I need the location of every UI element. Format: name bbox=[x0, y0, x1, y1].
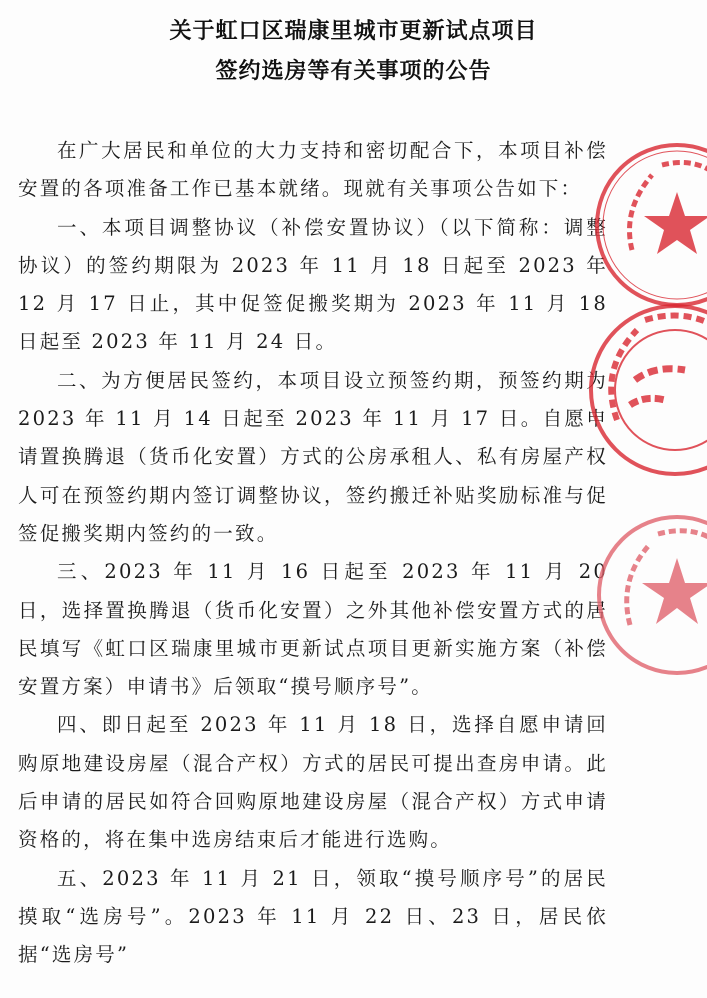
official-seal-3 bbox=[592, 510, 707, 680]
paragraph-5: 五、2023 年 11 月 21 日，领取“摸号顺序号”的居民摸取“选房号”。2023 年 11 月 22 日、23 日，居民依据“选房号” bbox=[18, 866, 608, 967]
paragraph-4: 四、即日起至 2023 年 11 月 18 日，选择自愿申请回购原地建设房屋（混合产权）方式的居民可提出查房申请。此后申请的居民如符合回购原地建设房屋（混合产权）方式申请资格的，将在集中选房结束后才能进行选购。 bbox=[18, 713, 608, 852]
title-line-1: 关于虹口区瑞康里城市更新试点项目 bbox=[169, 19, 538, 44]
official-seal-2 bbox=[585, 300, 707, 480]
document-body bbox=[18, 132, 608, 975]
paragraph-2: 二、为方便居民签约，本项目设立预签约期，预签约期为 2023 年 11 月 14 日起至 2023 年 11 月 17 日。自愿申请置换腾退（货币化安置）方式的公房承租人、私有房屋产权人可在预签约期内签订调整协议，签约搬迁补贴奖励标准与促签促搬奖期内签约的一致。 bbox=[18, 368, 608, 545]
seal-star-icon bbox=[644, 192, 707, 254]
title-line-2: 签约选房等有关事项的公告 bbox=[215, 59, 492, 84]
seal-star-icon bbox=[642, 558, 707, 624]
paragraph-3: 三、2023 年 11 月 16 日起至 2023 年 11 月 20 日，选择置换腾退（货币化安置）之外其他补偿安置方式的居民填写《虹口区瑞康里城市更新试点项目更新实施方案（补偿安置方案）申请书》后领取“摸号顺序号”。 bbox=[18, 560, 608, 699]
official-seal-1 bbox=[592, 140, 707, 310]
paragraph-intro: 在广大居民和单位的大力支持和密切配合下，本项目补偿安置的各项准备工作已基本就绪。现就有关事项公告如下： bbox=[18, 139, 608, 201]
paragraph-1: 一、本项目调整协议（补偿安置协议）（以下简称：调整协议）的签约期限为 2023 年 11 月 18 日起至 2023 年 12 月 17 日止，其中促签促搬奖期为 2023 年 11 月 18 日起至 2023 年 11 月 24 日。 bbox=[18, 215, 608, 354]
